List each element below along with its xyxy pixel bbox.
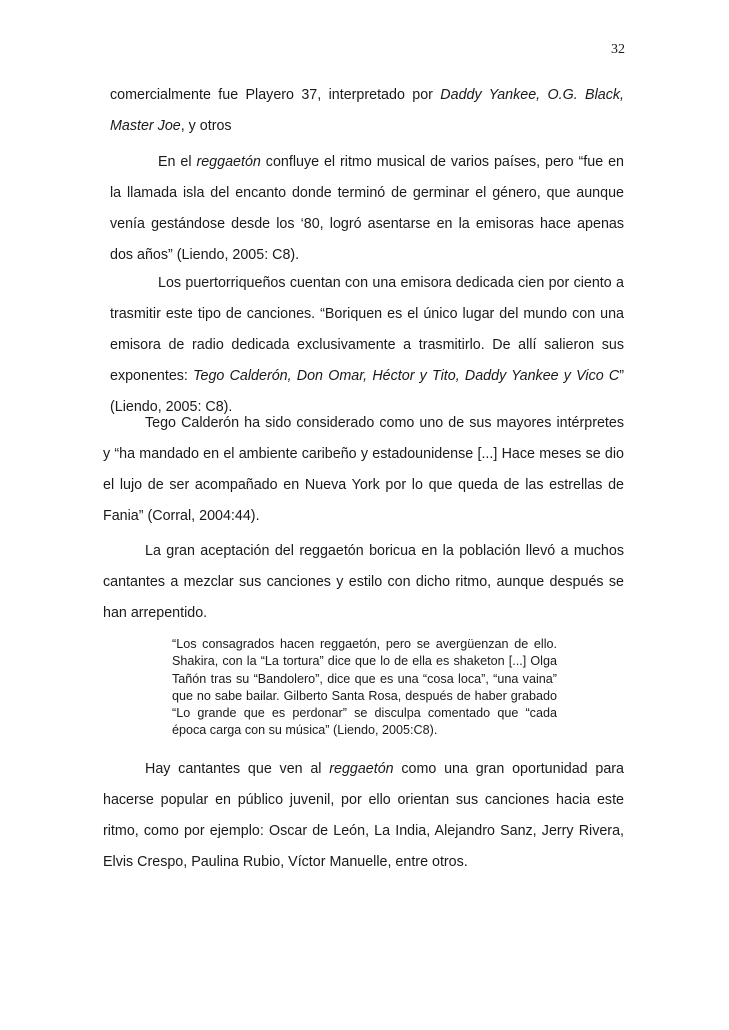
paragraph-1-text-a: comercialmente fue Playero 37, interpretado por xyxy=(110,87,441,103)
paragraph-3-text-a: Los puertorriqueños cuentan con una emisora dedicada cien por ciento a trasmitir este tipo de canciones. “Boriquen es el único lugar del mundo con una emisora de radio dedicada exclusivamente a trasmitirlo. De allí salieron sus exponentes: xyxy=(110,275,624,384)
paragraph-3-text-c: ” (Liendo, 2005: C8). xyxy=(110,368,624,415)
paragraph-6-term: reggaetón xyxy=(329,761,394,777)
paragraph-2-text-a: En el xyxy=(158,154,197,170)
paragraph-5 xyxy=(103,536,624,629)
paragraph-2-text-c: confluye el ritmo musical de varios países, pero “fue en la llamada isla del encanto donde terminó de germinar el género, que aunque venía gestándose desde los ‘80, logró asentarse en la emisoras hace apenas dos años” (Liendo, 2005: C8). xyxy=(110,154,624,263)
paragraph-4-text: Tego Calderón ha sido considerado como uno de sus mayores intérpretes y “ha mandado en el ambiente caribeño y estadounidense [...] Hace meses se dio el lujo de ser acompañado en Nueva York por lo que queda de las estrellas de Fania” (Corral, 2004:44). xyxy=(103,415,624,524)
paragraph-6-text-c: como una gran oportunidad para hacerse popular en público juvenil, por ello orientan sus canciones hacia este ritmo, como por ejemplo: Oscar de León, La India, Alejandro Sanz, Jerry Rivera, Elvis Crespo, Paulina Rubio, Víctor Manuelle, entre otros. xyxy=(103,761,624,870)
paragraph-6 xyxy=(103,754,624,878)
paragraph-1-text-c: , y otros xyxy=(180,118,232,134)
paragraph-3-artists: Tego Calderón, Don Omar, Héctor y Tito, Daddy Yankee y Vico C xyxy=(193,368,620,384)
paragraph-6-text-a: Hay cantantes que ven al xyxy=(145,761,330,777)
paragraph-1 xyxy=(110,80,624,142)
paragraph-4 xyxy=(103,408,624,532)
paragraph-5-text: La gran aceptación del reggaetón boricua en la población llevó a muchos cantantes a mezclar sus canciones y estilo con dicho ritmo, aunque después se han arrepentido. xyxy=(103,543,624,621)
paragraph-1-artists: Daddy Yankee, O.G. Black, Master Joe xyxy=(110,87,624,134)
paragraph-2-term: reggaetón xyxy=(196,154,261,170)
block-quote-text: “Los consagrados hacen reggaetón, pero se avergüenzan de ello. Shakira, con la “La tortura” dice que lo de ella es shaketon [...] Olga Tañón tras su “Bandolero”, dice que es una “cosa loca”, “una vaina” que no sabe bailar. Gilberto Santa Rosa, después de haber grabado “Lo grande que es perdonar” se disculpa comentado que “cada época carga con su música” (Liendo, 2005:C8). xyxy=(172,637,557,738)
block-quote xyxy=(172,636,557,740)
paragraph-2 xyxy=(110,147,624,271)
page-number: 32 xyxy=(611,42,625,57)
paragraph-3 xyxy=(110,268,624,423)
